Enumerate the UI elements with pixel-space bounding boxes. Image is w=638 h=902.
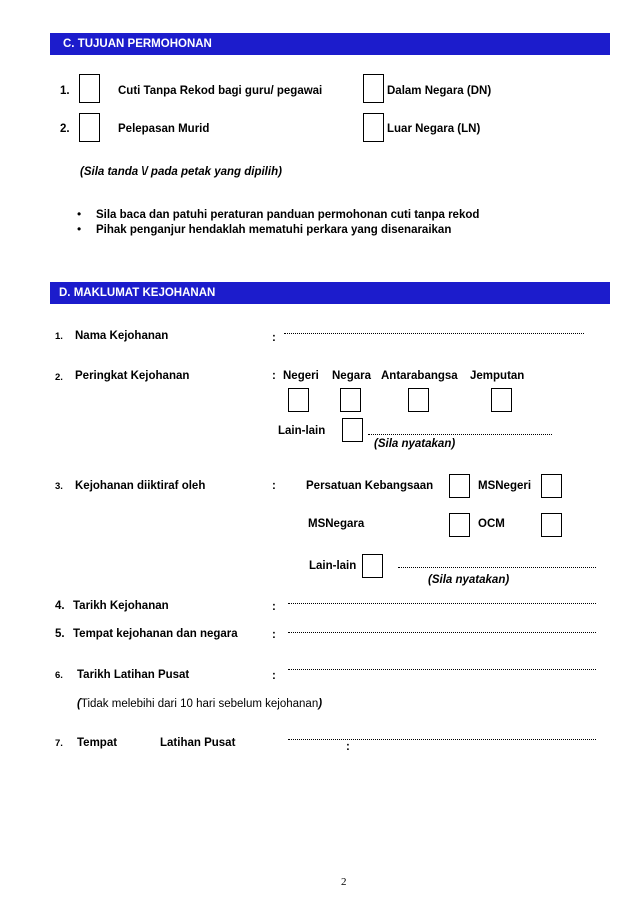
d-item1-colon: :	[272, 332, 276, 344]
c-bullet-2: Pihak penganjur hendaklah mematuhi perkara yang disenaraikan	[96, 224, 452, 236]
d-item6-note: (Tidak melebihi dari 10 hari sebelum kejohanan)	[77, 698, 323, 710]
d-item3-msnegeri-checkbox[interactable]	[541, 474, 562, 498]
d-item2-other-checkbox[interactable]	[342, 418, 363, 442]
d-item3-other-label: Lain-lain	[309, 560, 357, 572]
d-item3-colon: :	[272, 480, 276, 492]
d-item6-field[interactable]	[288, 669, 596, 670]
d-item5-field[interactable]	[288, 632, 596, 633]
d-item4-colon: :	[272, 601, 276, 613]
d-item3-opt-ocm: OCM	[478, 518, 505, 530]
d-item3-label: Kejohanan diiktiraf oleh	[75, 480, 206, 492]
d-item2-antarabangsa-checkbox[interactable]	[408, 388, 429, 412]
d-item3-persatuan-checkbox[interactable]	[449, 474, 470, 498]
c-dn-label: Dalam Negara (DN)	[387, 85, 492, 97]
c-row1-checkbox[interactable]	[79, 74, 100, 103]
d-item1-field[interactable]	[284, 333, 584, 334]
bullet-icon: •	[77, 207, 82, 221]
section-c-header	[50, 33, 610, 55]
d-item7-colon: :	[346, 741, 350, 753]
d-item4-number: 4.	[55, 600, 65, 612]
page-number: 2	[341, 876, 347, 888]
d-item2-label: Peringkat Kejohanan	[75, 370, 190, 382]
d-item2-opt-antarabangsa: Antarabangsa	[381, 370, 458, 382]
section-d-header	[50, 282, 610, 304]
d-item3-msnegara-checkbox[interactable]	[449, 513, 470, 537]
d-item3-other-field[interactable]	[398, 567, 596, 568]
d-item6-colon: :	[272, 670, 276, 682]
d-item2-opt-jemputan: Jemputan	[470, 370, 525, 382]
d-item5-colon: :	[272, 629, 276, 641]
c-ln-label: Luar Negara (LN)	[387, 123, 481, 135]
d-item7-label-b: Latihan Pusat	[160, 737, 236, 749]
c-row1-label: Cuti Tanpa Rekod bagi guru/ pegawai	[118, 85, 323, 97]
d-item7-field[interactable]	[288, 739, 596, 740]
d-item2-other-label: Lain-lain	[278, 425, 326, 437]
d-item7-label-a: Tempat	[77, 737, 118, 749]
d-item3-number: 3.	[55, 481, 63, 492]
c-row2-label: Pelepasan Murid	[118, 123, 210, 135]
bullet-icon: •	[77, 222, 82, 236]
c-row2-checkbox[interactable]	[79, 113, 100, 142]
d-item5-label: Tempat kejohanan dan negara	[73, 628, 238, 640]
d-item6-label: Tarikh Latihan Pusat	[77, 669, 190, 681]
d-item2-opt-negeri: Negeri	[283, 370, 319, 382]
d-item2-colon: :	[272, 370, 276, 382]
d-item4-label: Tarikh Kejohanan	[73, 600, 169, 612]
d-item1-label: Nama Kejohanan	[75, 330, 169, 342]
d-item2-negeri-checkbox[interactable]	[288, 388, 309, 412]
d-item1-number: 1.	[55, 331, 63, 342]
section-d-title: D. MAKLUMAT KEJOHANAN	[59, 287, 216, 299]
d-item2-negara-checkbox[interactable]	[340, 388, 361, 412]
d-item5-number: 5.	[55, 628, 65, 640]
d-item2-number: 2.	[55, 372, 63, 383]
d-item3-other-note: (Sila nyatakan)	[428, 574, 510, 586]
c-ln-checkbox[interactable]	[363, 113, 384, 142]
d-item3-opt-msnegeri: MSNegeri	[478, 480, 532, 492]
d-item2-other-field[interactable]	[368, 434, 552, 435]
d-item3-opt-persatuan: Persatuan Kebangsaan	[306, 480, 434, 492]
d-item3-other-checkbox[interactable]	[362, 554, 383, 578]
d-item4-field[interactable]	[288, 603, 596, 604]
c-bullet-1: Sila baca dan patuhi peraturan panduan permohonan cuti tanpa rekod	[96, 209, 480, 221]
c-dn-checkbox[interactable]	[363, 74, 384, 103]
d-item2-jemputan-checkbox[interactable]	[491, 388, 512, 412]
d-item2-opt-negara: Negara	[332, 370, 371, 382]
d-item6-number: 6.	[55, 670, 63, 681]
d-item3-ocm-checkbox[interactable]	[541, 513, 562, 537]
d-item3-opt-msnegara: MSNegara	[308, 518, 365, 530]
c-row1-number: 1.	[60, 85, 70, 97]
d-item7-number: 7.	[55, 738, 63, 749]
c-row2-number: 2.	[60, 123, 70, 135]
section-c-title: C. TUJUAN PERMOHONAN	[63, 38, 212, 50]
d-item2-other-note: (Sila nyatakan)	[374, 438, 456, 450]
c-note: (Sila tanda \/ pada petak yang dipilih)	[80, 166, 282, 178]
